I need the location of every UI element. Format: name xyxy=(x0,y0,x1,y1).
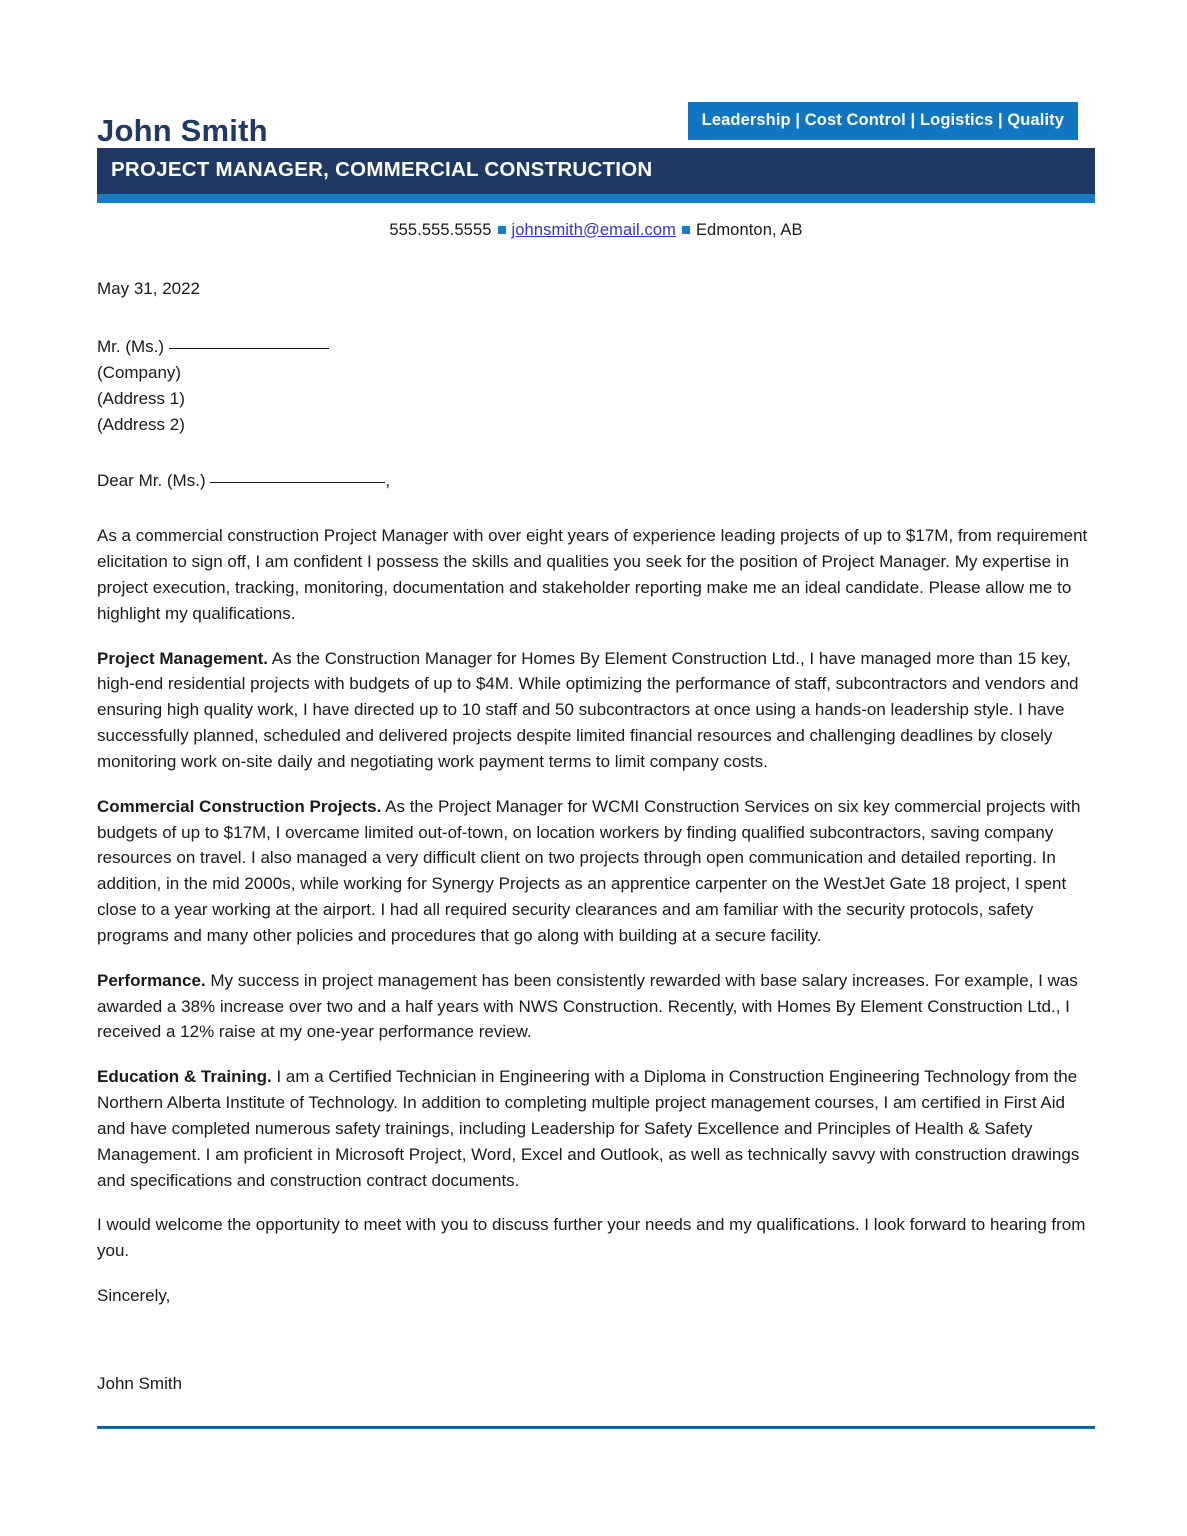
footer-rule xyxy=(97,1426,1095,1429)
email-link[interactable]: johnsmith@email.com xyxy=(511,220,676,239)
salutation-suffix: , xyxy=(385,471,391,491)
section-paragraph-project-management xyxy=(97,646,1095,775)
section-body: As the Project Manager for WCMI Construction Services on six key commercial projects with budgets of up to $17M, I overcame limited out-of-town, on location workers by finding qualified subcontractors, saving company resources on travel. I also managed a very difficult client on two projects through open communication and detailed reporting. In addition, in the mid 2000s, while working for Synergy Projects as an apprentice carpenter on the WestJet Gate 18 project, I spent close to a year working at the airport. I had all required security clearances and am familiar with the security protocols, safety programs and many other policies and procedures that go along with building at a secure facility. xyxy=(97,796,1081,945)
accent-strip xyxy=(97,194,1095,203)
section-lead-in: Commercial Construction Projects. xyxy=(97,796,382,816)
recipient-address-2: (Address 2) xyxy=(97,414,185,434)
sign-off: Sincerely, xyxy=(97,1286,171,1306)
section-lead-in: Performance. xyxy=(97,970,206,990)
section-paragraph-commercial-construction-projects xyxy=(97,794,1095,949)
keywords-badge: Leadership | Cost Control | Logistics | Quality xyxy=(688,102,1078,140)
section-body: As the Construction Manager for Homes By Element Construction Ltd., I have managed more than 15 key, high-end residential projects with budgets of up to $4M. While optimizing the performance of staff, subcontractors and vendors and ensuring high quality work, I have directed up to 10 staff and 50 subcontractors at once using a hands-on leadership style. I have successfully planned, scheduled and delivered projects despite limited financial resources and challenging deadlines by closely monitoring work on-site daily and negotiating work payment terms to limit company costs. xyxy=(97,648,1079,771)
recipient-name-prefix: Mr. (Ms.) xyxy=(97,337,165,357)
letterhead xyxy=(97,0,1095,240)
letter-body xyxy=(97,240,1095,1396)
section-paragraph-performance xyxy=(97,968,1095,1045)
contact-line xyxy=(97,203,1095,241)
intro-paragraph: As a commercial construction Project Manager with over eight years of experience leading projects of up to $17M, from requirement elicitation to sign off, I am confident I possess the skills and qualities you seek for the position of Project Manager. My expertise in project execution, tracking, monitoring, documentation and stakeholder reporting make me an ideal candidate. Please allow me to highlight my qualifications. xyxy=(97,526,1088,623)
recipient-name-blank xyxy=(169,348,329,349)
letterhead-top-row xyxy=(97,96,1095,148)
salutation-blank xyxy=(210,482,385,483)
recipient-address-block xyxy=(97,334,1095,437)
salutation xyxy=(97,468,1095,494)
phone-number: 555.555.5555 xyxy=(389,220,492,239)
recipient-company: (Company) xyxy=(97,363,182,382)
salutation-prefix: Dear Mr. (Ms.) xyxy=(97,471,206,491)
recipient-name-line xyxy=(97,334,1095,360)
candidate-name: John Smith xyxy=(97,113,268,148)
square-separator-icon xyxy=(498,226,506,234)
signature-name: John Smith xyxy=(97,1373,183,1393)
letter-date: May 31, 2022 xyxy=(97,279,201,299)
section-paragraph-education-training xyxy=(97,1064,1095,1193)
recipient-address-1: (Address 1) xyxy=(97,388,185,408)
section-lead-in: Project Management. xyxy=(97,648,268,668)
square-separator-icon xyxy=(682,226,690,234)
location-text: Edmonton, AB xyxy=(695,220,803,239)
section-lead-in: Education & Training. xyxy=(97,1067,272,1087)
section-body: I am a Certified Technician in Engineering with a Diploma in Construction Engineering Technology from the Northern Alberta Institute of Technology. In addition to completing multiple project management courses, I am certified in First Aid and have completed numerous safety trainings, including Leadership for Safety Excellence and Principles of Health & Safety Management. I am proficient in Microsoft Project, Word, Excel and Outlook, as well as technically savvy with construction drawings and specifications and construction contract documents. xyxy=(97,1067,1080,1190)
job-title-bar: PROJECT MANAGER, COMMERCIAL CONSTRUCTION xyxy=(97,148,1095,194)
section-body: My success in project management has been consistently rewarded with base salary increases. For example, I was awarded a 38% increase over two and a half years with NWS Construction. Recently, with Homes By Element Construction Ltd., I received a 12% raise at my one-year performance review. xyxy=(97,970,1078,1042)
closing-paragraph: I would welcome the opportunity to meet with you to discuss further your needs and my qualifications. I look forward to hearing from you. xyxy=(97,1215,1086,1261)
